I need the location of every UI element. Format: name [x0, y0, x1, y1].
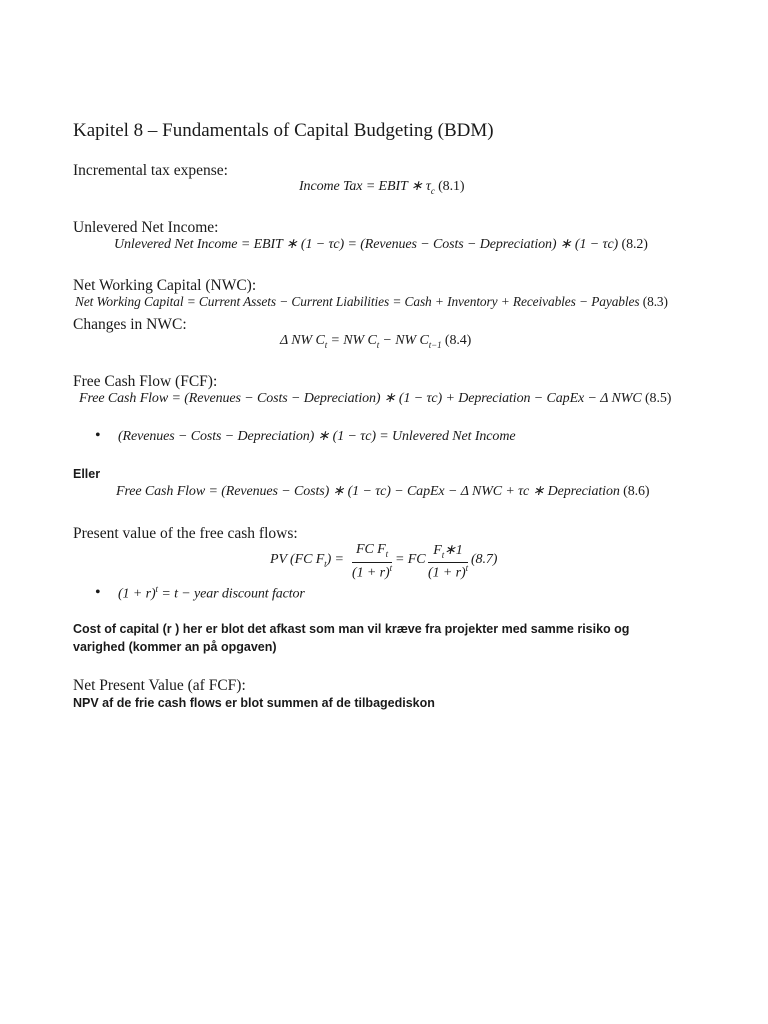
equation-8-4 [280, 333, 471, 350]
cost-of-capital-line-2: varighed (kommer an på opgaven) [73, 640, 277, 654]
fraction-1-numerator [352, 542, 392, 559]
equation-8-7-number: (8.7) [471, 552, 498, 567]
equation-8-7-lhs-close: ) = [326, 552, 344, 567]
equation-8-1-subscript: c [430, 185, 435, 196]
fraction-2-denominator [426, 563, 470, 582]
equation-8-5 [79, 390, 671, 407]
equation-8-1-number: (8.1) [438, 179, 465, 194]
fraction-1-numerator-sub: t [385, 548, 388, 559]
equation-8-7-lhs [270, 552, 344, 569]
fraction-2-numerator [428, 542, 468, 560]
equation-8-4-number: (8.4) [444, 333, 472, 348]
equation-8-6-body: Free Cash Flow = (Revenues − Costs) ∗ (1 − τc) − CapEx − Δ NWC + τc ∗ Depreciation [116, 484, 620, 499]
nwc-change-heading: Changes in NWC: [73, 316, 187, 333]
equation-8-3-number: (8.3) [642, 294, 668, 309]
fraction-2-numerator-sub: t [441, 549, 445, 560]
equation-8-7-lhs-sub: t [324, 558, 327, 569]
fraction-1-denominator-sup: t [389, 563, 392, 573]
fcf-heading: Free Cash Flow (FCF): [73, 373, 218, 390]
tax-heading: Incremental tax expense: [73, 162, 228, 179]
equation-8-7-lhs-body: PV (FC F [270, 552, 325, 567]
bullet-dot-2: • [95, 584, 101, 601]
npv-text: NPV af de frie cash flows er blot summen af de tilbagediskon [73, 696, 435, 710]
pv-bullet-rhs: = t − year discount factor [157, 586, 305, 602]
eller-label: Eller [73, 467, 101, 481]
bullet-dot-1: • [95, 427, 101, 444]
equation-8-3-body: Net Working Capital = Current Assets − Current Liabilities = Cash + Inventory + Receivables − Payables [75, 294, 640, 309]
fraction-2-denominator-sup: t [465, 563, 468, 573]
equation-8-4-sub-b: t [376, 339, 380, 350]
equation-8-4-part-a: Δ NW C [280, 333, 325, 348]
fraction-1-denominator-body: (1 + r) [352, 565, 390, 581]
equation-8-1-body: Income Tax = EBIT ∗ τ [299, 179, 431, 194]
equation-8-4-sub-a: t [324, 339, 328, 350]
equation-8-3 [75, 294, 668, 310]
equation-8-6 [116, 483, 650, 500]
fraction-2-numerator-body: F [433, 543, 442, 558]
equation-8-2 [114, 236, 648, 253]
equation-8-4-sub-c: t−1 [428, 339, 442, 350]
fraction-1-numerator-body: FC F [356, 542, 386, 557]
nwc-heading: Net Working Capital (NWC): [73, 277, 257, 294]
pv-bullet-sup: t [155, 584, 158, 594]
equation-8-5-body: Free Cash Flow = (Revenues − Costs − Depreciation) ∗ (1 − τc) + Depreciation − CapEx − Δ NWC [79, 391, 642, 406]
page-title: Kapitel 8 – Fundamentals of Capital Budgeting (BDM) [73, 120, 494, 141]
equation-8-2-body: Unlevered Net Income = EBIT ∗ (1 − τc) = (Revenues − Costs − Depreciation) ∗ (1 − τc) [114, 237, 619, 252]
fraction-2-denominator-body: (1 + r) [428, 565, 466, 581]
fcf-bullet-text: (Revenues − Costs − Depreciation) ∗ (1 − τc) = Unlevered Net Income [118, 429, 516, 444]
equation-8-2-number: (8.2) [621, 237, 648, 252]
pv-bullet-text [118, 584, 305, 603]
fraction-2-numerator-rest: ∗1 [444, 543, 463, 558]
equation-8-6-number: (8.6) [623, 484, 650, 499]
equation-8-4-part-c: − NW C [379, 333, 429, 348]
fraction-1-denominator [350, 563, 394, 582]
pv-heading: Present value of the free cash flows: [73, 525, 298, 542]
pv-bullet-lhs: (1 + r) [118, 586, 156, 602]
equation-8-5-number: (8.5) [645, 391, 672, 406]
equation-8-1 [299, 178, 464, 196]
equation-8-4-part-b: = NW C [327, 333, 377, 348]
cost-of-capital-line-1: Cost of capital (r ) her er blot det afkast som man vil kræve fra projekter med samme risiko og [73, 622, 630, 636]
unlevered-heading: Unlevered Net Income: [73, 219, 219, 236]
npv-heading: Net Present Value (af FCF): [73, 677, 246, 694]
equation-8-7-mid: = FC [395, 552, 426, 567]
